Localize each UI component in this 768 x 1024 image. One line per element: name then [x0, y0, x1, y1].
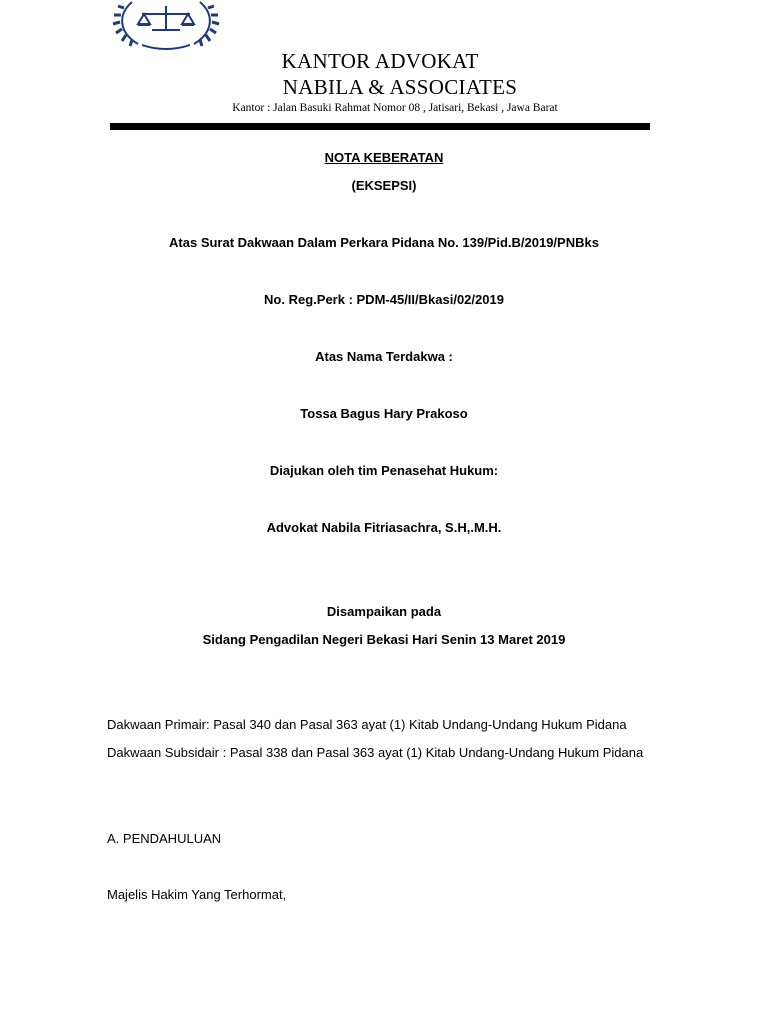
- subsidiary-charge: Dakwaan Subsidair : Pasal 338 dan Pasal 363 ayat (1) Kitab Undang-Undang Hukum Pidana: [107, 745, 644, 760]
- letterhead-divider: [110, 123, 650, 130]
- case-number-line: Atas Surat Dakwaan Dalam Perkara Pidana No. 139/Pid.B/2019/PNBks: [169, 235, 599, 250]
- section-heading: A. PENDAHULUAN: [107, 831, 222, 846]
- scales-of-justice-logo-icon: [112, 0, 220, 50]
- document-subtitle: (EKSEPSI): [351, 178, 417, 193]
- letterhead: [110, 48, 650, 116]
- delivered-label: Disampaikan pada: [326, 604, 442, 619]
- salutation: Majelis Hakim Yang Terhormat,: [107, 887, 287, 902]
- submitted-by-label: Diajukan oleh tim Penasehat Hukum:: [269, 463, 499, 478]
- court-session-line: Sidang Pengadilan Negeri Bekasi Hari Senin 13 Maret 2019: [202, 632, 566, 647]
- primary-charge: Dakwaan Primair: Pasal 340 dan Pasal 363 ayat (1) Kitab Undang-Undang Hukum Pidana: [107, 717, 627, 732]
- firm-title: KANTOR ADVOKAT: [281, 49, 479, 73]
- firm-address: Kantor : Jalan Basuki Rahmat Nomor 08 , Jatisari, Bekasi , Jawa Barat: [232, 102, 558, 114]
- advocate-name: Advokat Nabila Fitriasachra, S.H,.M.H.: [266, 520, 502, 535]
- firm-name: NABILA & ASSOCIATES: [282, 75, 518, 99]
- defendant-name: Tossa Bagus Hary Prakoso: [300, 406, 468, 421]
- defendant-label: Atas Nama Terdakwa :: [315, 349, 453, 364]
- document-title: NOTA KEBERATAN: [324, 150, 444, 165]
- registration-number-line: No. Reg.Perk : PDM-45/II/Bkasi/02/2019: [264, 292, 504, 307]
